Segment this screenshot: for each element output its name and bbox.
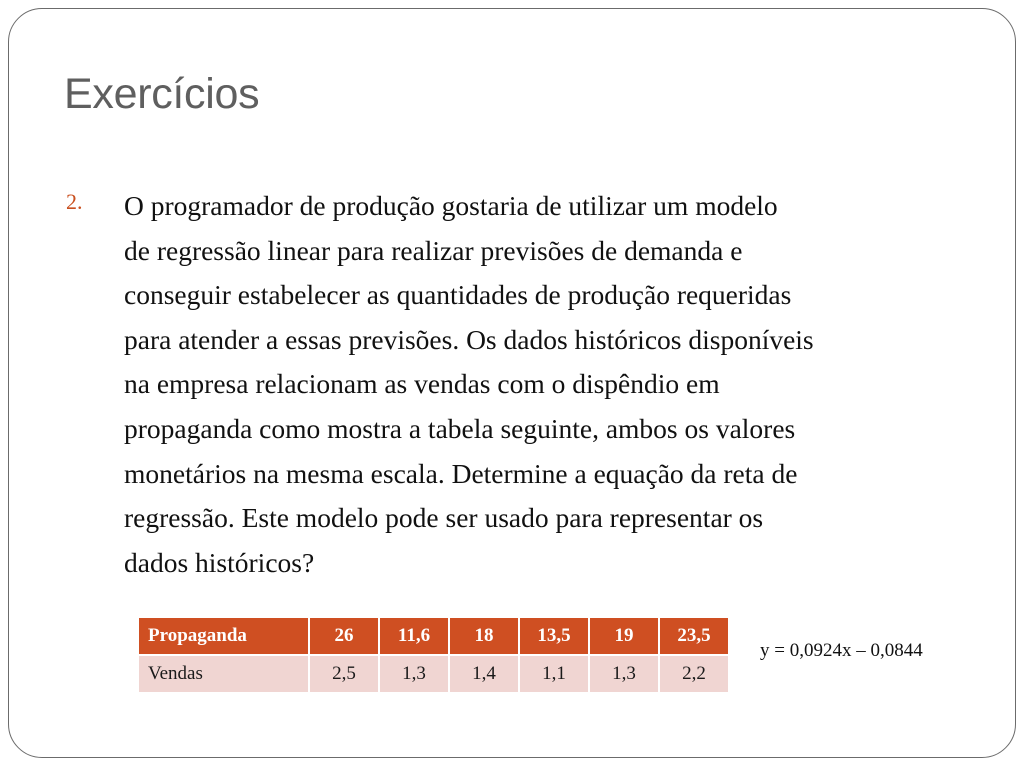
exercise-paragraph [124,184,964,585]
paragraph-line: regressão. Este modelo pode ser usado para representar os [124,502,764,534]
paragraph-line: monetários na mesma escala. Determine a equação da reta de [124,457,798,489]
table-header-cell: 18 [449,617,519,655]
table-cell: Vendas [138,655,309,693]
paragraph-line: O programador de produção gostaria de utilizar um modelo [124,190,778,221]
paragraph-line: de regressão linear para realizar previsões de demanda e [124,234,743,266]
regression-equation: y = 0,0924x – 0,0844 [760,640,923,661]
table-row [138,655,729,693]
table-header-cell: 19 [589,617,659,655]
table-header-cell: Propaganda [138,617,309,655]
table-header-row [138,617,729,655]
table-cell: 1,4 [449,655,519,693]
paragraph-line: propaganda como mostra a tabela seguinte, ambos os valores [124,412,796,444]
slide-title: Exercícios [64,70,260,118]
paragraph-line: dados históricos? [124,546,315,578]
paragraph-line: conseguir estabelecer as quantidades de produção requeridas [124,279,792,311]
paragraph-line: na empresa relacionam as vendas com o dispêndio em [124,368,720,400]
table-cell: 1,1 [519,655,589,693]
table-cell: 1,3 [379,655,449,693]
table-header-cell: 26 [309,617,379,655]
paragraph-line: para atender a essas previsões. Os dados históricos disponíveis [124,323,814,355]
item-number: 2. [66,189,83,214]
data-table [137,616,730,694]
table-header-cell: 23,5 [659,617,729,655]
table-cell: 2,2 [659,655,729,693]
table-header-cell: 11,6 [379,617,449,655]
table-cell: 1,3 [589,655,659,693]
table-header-cell: 13,5 [519,617,589,655]
table-cell: 2,5 [309,655,379,693]
